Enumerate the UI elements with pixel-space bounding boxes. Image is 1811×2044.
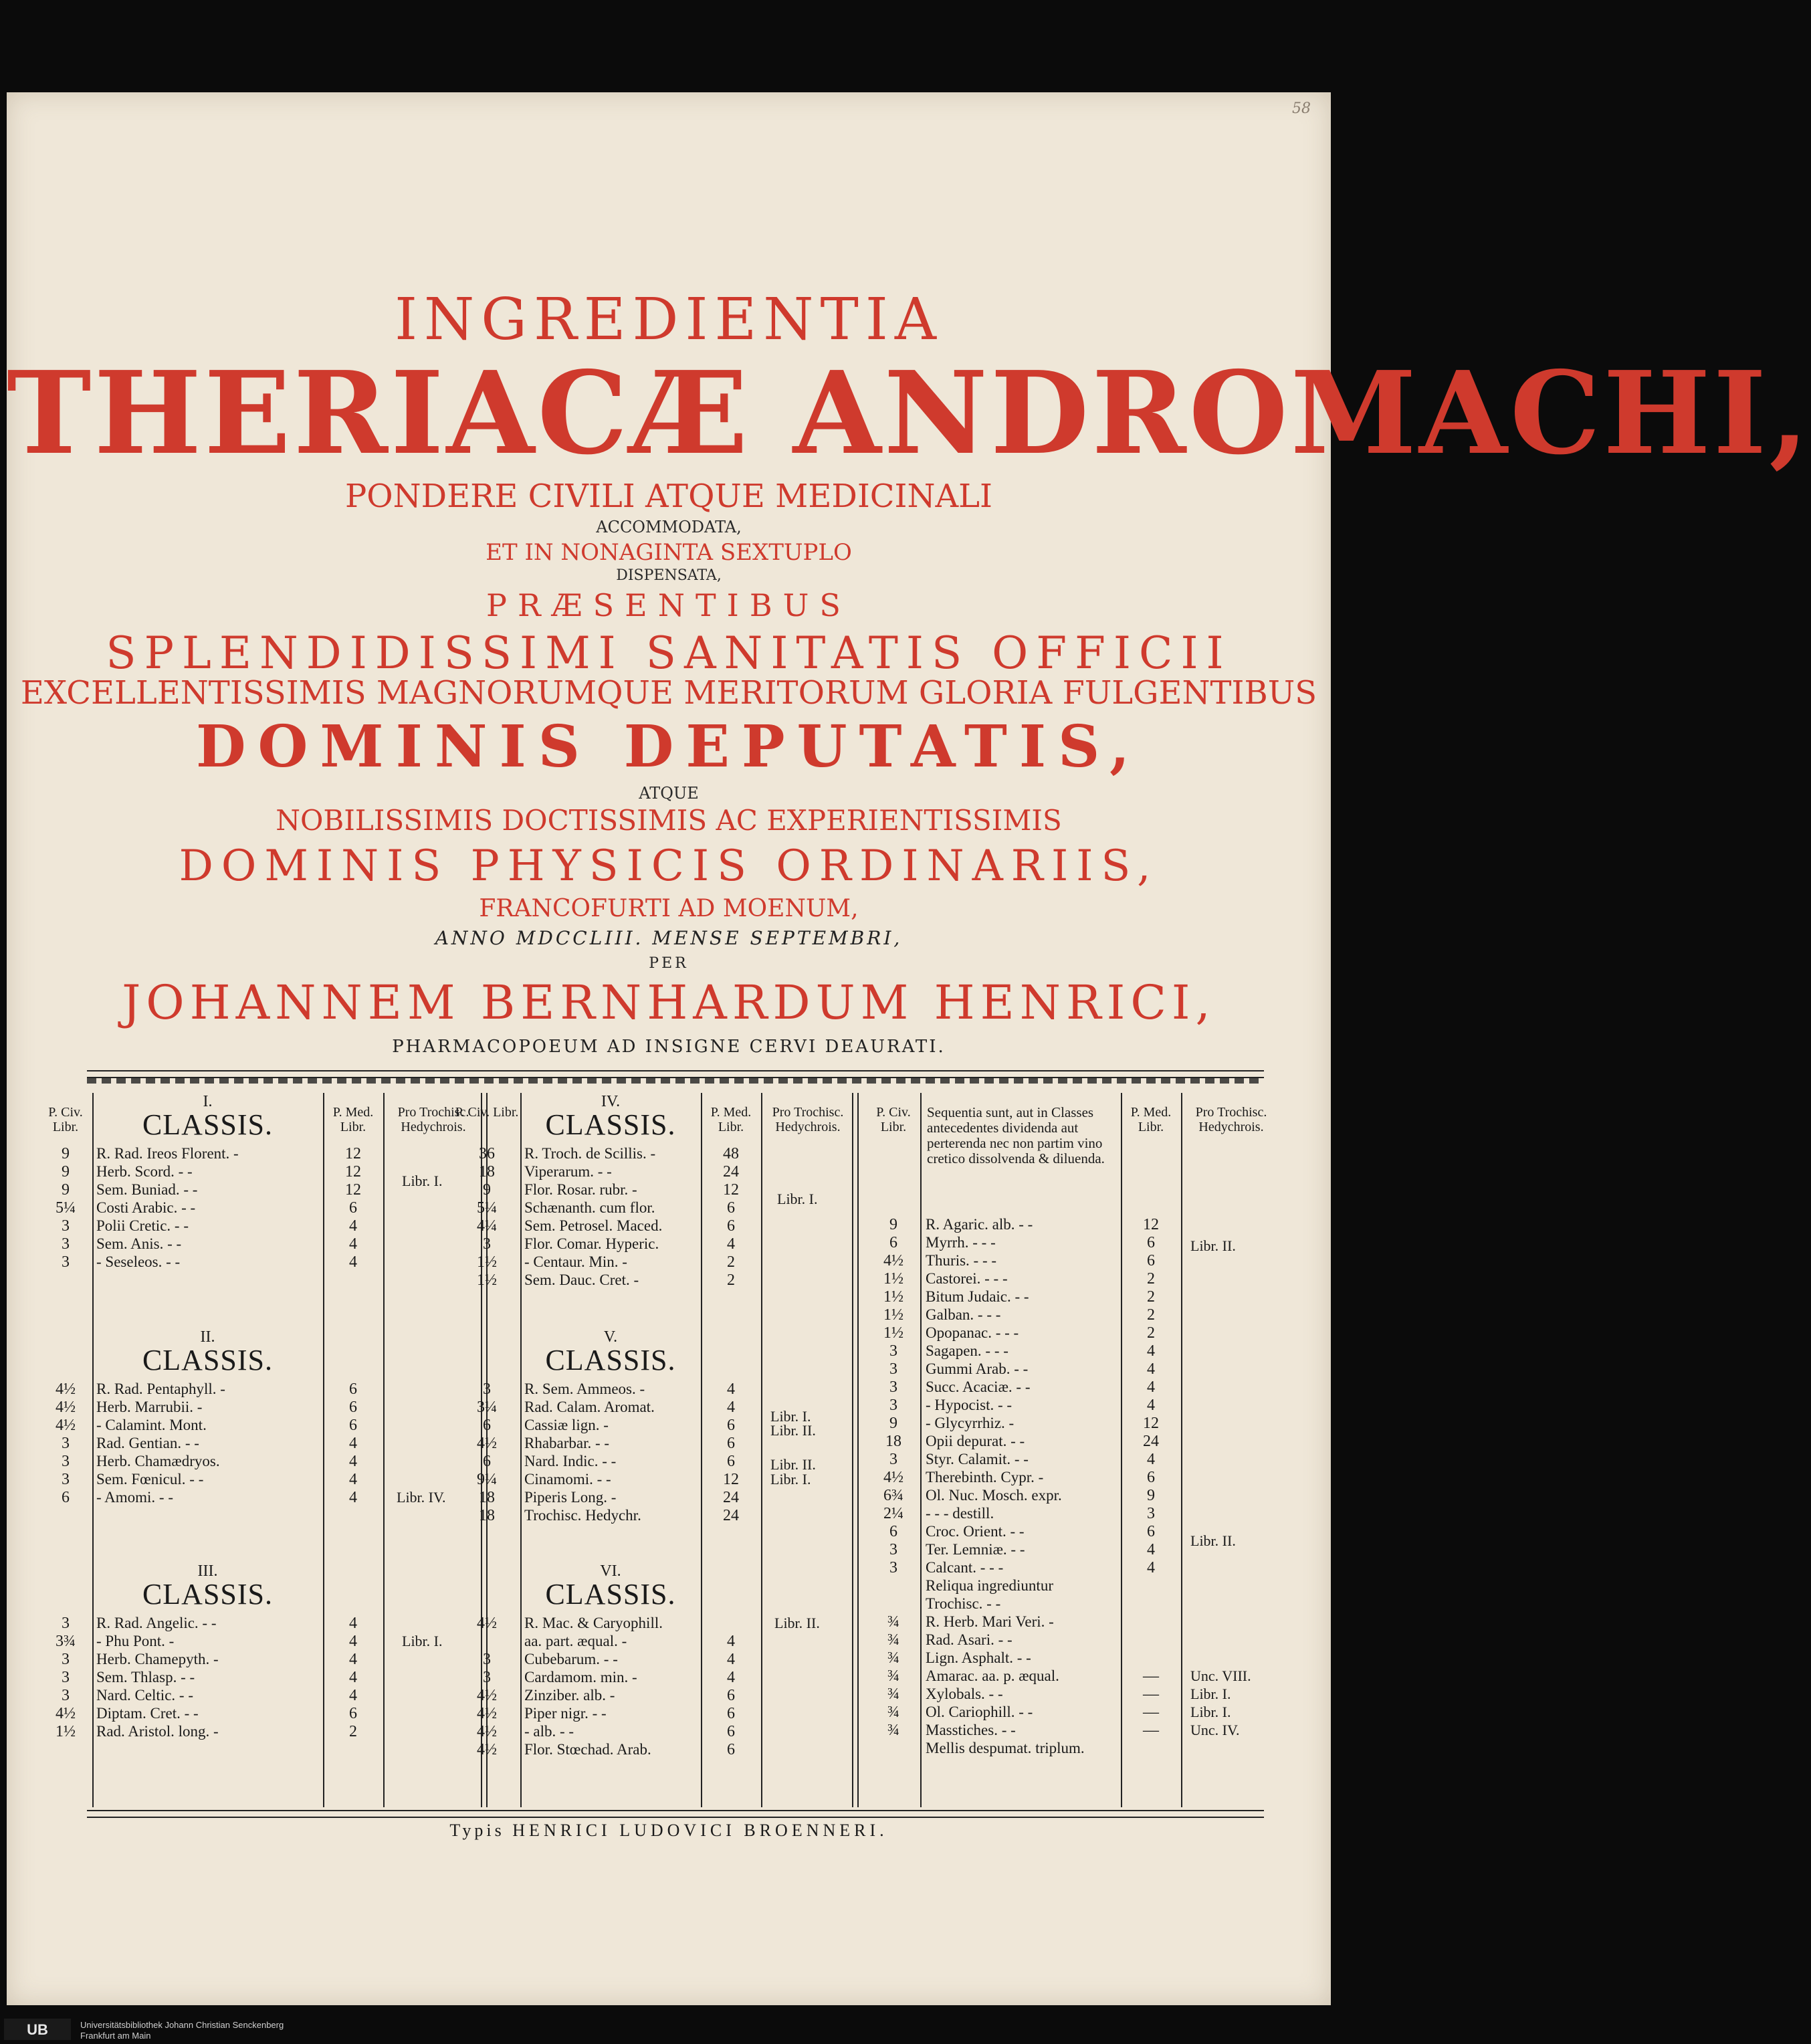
ingredient-med: 6	[349, 1199, 357, 1217]
seq-civ: ¾	[887, 1722, 899, 1739]
ingredient-civ: 18	[479, 1163, 495, 1181]
seq-civ: 3	[889, 1378, 897, 1396]
title-dispensata: DISPENSATA,	[616, 567, 722, 584]
ingredient-name: Rhabarbar. - -	[524, 1435, 610, 1451]
ingredient-civ: 4½	[477, 1435, 497, 1452]
ingredient-civ: 36	[479, 1145, 495, 1162]
ingredient-med: 6	[727, 1435, 735, 1452]
seq-med: 6	[1147, 1523, 1155, 1540]
title-theriacae: THERIACÆ ANDROMACHI,	[7, 346, 1811, 480]
seq-ingredient: R. Herb. Mari Veri. -	[926, 1613, 1054, 1630]
seq-med: 3	[1147, 1505, 1155, 1522]
header-sequentia: Sequentia sunt, aut in Classes antecedentes dividenda aut perterenda nec non partim vino cretico dissolvenda & diluenda.	[927, 1104, 1105, 1166]
seq-troch: Unc. VIII.	[1190, 1667, 1251, 1684]
ingredient-civ: 3	[483, 1235, 491, 1253]
seq-med: 4	[1147, 1342, 1155, 1360]
ingredient-med: 2	[349, 1723, 357, 1740]
ingredient-med: 6	[727, 1199, 735, 1217]
header-p-civ: P. Civ. Libr.	[876, 1105, 911, 1134]
troch-note: Libr. I.	[777, 1190, 818, 1207]
seq-ingredient: Xylobals. - -	[926, 1685, 1003, 1702]
ingredient-name: Nard. Celtic. - -	[96, 1687, 193, 1704]
library-line1: Universitätsbibliothek Johann Christian Senckenberg	[80, 2020, 284, 2030]
ingredient-med: 6	[349, 1705, 357, 1722]
library-credit	[80, 2020, 284, 2041]
ingredient-civ: 3	[62, 1669, 70, 1686]
ingredient-civ: 9	[62, 1181, 70, 1199]
col-rule	[1181, 1093, 1182, 1807]
seq-med: 2	[1147, 1270, 1155, 1288]
seq-med: 4	[1147, 1360, 1155, 1378]
ingredient-name: Flor. Stœchad. Arab.	[524, 1741, 651, 1758]
ingredient-med: 4	[727, 1651, 735, 1668]
seq-ingredient: Ol. Cariophill. - -	[926, 1704, 1033, 1720]
seq-civ: ¾	[887, 1649, 899, 1667]
ingredient-med: 4	[349, 1253, 357, 1271]
title-accommodata: ACCOMMODATA,	[596, 518, 742, 536]
ingredient-civ: 6	[483, 1417, 491, 1434]
troch-note: Libr. II.	[774, 1615, 820, 1631]
seq-ingredient: Styr. Calamit. - -	[926, 1451, 1029, 1467]
seq-med: 4	[1147, 1397, 1155, 1414]
ingredient-med: 4	[349, 1669, 357, 1686]
class-number: I.	[203, 1093, 213, 1110]
title-per: PER	[649, 955, 689, 972]
ingredient-name: Viperarum. - -	[524, 1163, 612, 1180]
seq-med: —	[1143, 1667, 1159, 1685]
ingredient-name: R. Rad. Angelic. - -	[96, 1615, 217, 1631]
seq-med: 2	[1147, 1324, 1155, 1342]
ingredient-civ: 5¼	[477, 1199, 497, 1217]
title-excellentissimis: EXCELLENTISSIMIS MAGNORUMQUE MERITORUM GLORIA FULGENTIBUS	[20, 674, 1317, 712]
ingredient-name: Zinziber. alb. -	[524, 1687, 615, 1704]
ingredient-name: Diptam. Cret. - -	[96, 1705, 199, 1722]
ingredient-name: - Centaur. Min. -	[524, 1253, 627, 1270]
troch-note: Libr. I.	[770, 1407, 811, 1425]
title-deputatis: DOMINIS DEPUTATIS,	[195, 713, 1142, 781]
ingredient-civ: 3	[62, 1217, 70, 1235]
title-johannem: JOHANNEM BERNHARDUM HENRICI,	[122, 975, 1216, 1030]
seq-med: 2	[1147, 1288, 1155, 1306]
seq-ingredient: Calcant. - - -	[926, 1559, 1004, 1576]
seq-civ: 1½	[883, 1270, 903, 1288]
ingredient-civ: 3	[62, 1651, 70, 1668]
ingredient-name: Sem. Buniad. - -	[96, 1181, 198, 1198]
footer-typis: Typis	[449, 1821, 505, 1840]
seq-ingredient: Mellis despumat. triplum.	[926, 1740, 1085, 1756]
ingredient-civ: 6	[62, 1489, 70, 1506]
ingredient-name: R. Mac. & Caryophill.	[524, 1615, 663, 1631]
seq-ingredient: Galban. - - -	[926, 1306, 1001, 1323]
seq-med: 12	[1143, 1415, 1159, 1432]
header-pro-trochisc: Pro Trochisc. Hedychrois.	[772, 1105, 844, 1134]
ingredient-med: 6	[727, 1453, 735, 1470]
ingredient-civ: 1½	[56, 1723, 76, 1740]
ingredient-med: 2	[727, 1253, 735, 1271]
title-splendidissimi: SPLENDIDISSIMI SANITATIS OFFICII	[106, 627, 1232, 679]
ingredient-name: Sem. Thlasp. - -	[96, 1669, 195, 1685]
ingredient-med: 6	[349, 1399, 357, 1416]
title-physicis: DOMINIS PHYSICIS ORDINARIIS,	[179, 841, 1159, 891]
ingredient-med: 4	[349, 1615, 357, 1632]
class-title: CLASSIS.	[142, 1578, 274, 1611]
title-nonaginta: ET IN NONAGINTA SEXTUPLO	[486, 539, 852, 566]
col-rule	[761, 1093, 762, 1807]
ingredient-civ: 4½	[56, 1381, 76, 1398]
seq-civ: 1½	[883, 1306, 903, 1324]
ingredient-name: Sem. Petrosel. Maced.	[524, 1217, 663, 1234]
seq-civ: ¾	[887, 1685, 899, 1703]
ingredient-med: 4	[349, 1435, 357, 1452]
seq-troch: Libr. II.	[1190, 1532, 1236, 1549]
ingredient-civ: 3	[62, 1453, 70, 1470]
ingredient-med: 4	[349, 1651, 357, 1668]
ingredient-civ: 18	[479, 1489, 495, 1506]
seq-civ: 2¼	[883, 1505, 903, 1522]
ingredient-name: Nard. Indic. - -	[524, 1453, 617, 1469]
ingredient-name: Cinamomi. - -	[524, 1471, 611, 1488]
class-title: CLASSIS.	[142, 1344, 274, 1376]
col-rule	[520, 1093, 522, 1807]
seq-med: 12	[1143, 1216, 1159, 1233]
ingredient-med: 24	[723, 1163, 739, 1181]
ingredient-med: 4	[349, 1235, 357, 1253]
ingredient-name: Sem. Anis. - -	[96, 1235, 182, 1252]
ingredient-name: Piper nigr. - -	[524, 1705, 607, 1722]
ingredient-civ: 9¼	[477, 1471, 497, 1488]
seq-med: 24	[1143, 1433, 1159, 1450]
col-rule	[920, 1093, 922, 1807]
ingredient-civ: 3	[62, 1615, 70, 1632]
header-p-med: P. Med. Libr.	[710, 1105, 752, 1134]
seq-civ: 4½	[883, 1469, 903, 1486]
ingredient-name: Flor. Rosar. rubr. -	[524, 1181, 637, 1198]
class-number: IV.	[601, 1093, 621, 1110]
seq-troch: Libr. I.	[1190, 1685, 1231, 1702]
ingredient-civ: 3¼	[477, 1399, 497, 1416]
seq-ingredient: - Hypocist. - -	[926, 1397, 1013, 1413]
seq-civ: 9	[889, 1216, 897, 1233]
seq-civ: 18	[885, 1433, 901, 1450]
seq-ingredient: Reliqua ingrediuntur	[926, 1577, 1053, 1594]
class-title: CLASSIS.	[142, 1108, 274, 1141]
ingredient-civ: 4½	[477, 1705, 497, 1722]
seq-ingredient: Croc. Orient. - -	[926, 1523, 1025, 1540]
col-rule	[92, 1093, 94, 1807]
ingredient-med: 12	[345, 1145, 361, 1162]
ingredient-name: Cubebarum. - -	[524, 1651, 618, 1667]
header-p-civ: P. Civ. Libr.	[48, 1105, 83, 1134]
ingredient-name: - alb. - -	[524, 1723, 574, 1740]
ingredients-table	[39, 1086, 1291, 1807]
seq-civ: 1½	[883, 1288, 903, 1306]
ingredient-name: Polii Cretic. - -	[96, 1217, 189, 1234]
ingredient-name: R. Sem. Ammeos. -	[524, 1381, 645, 1397]
ingredient-civ: 5¼	[56, 1199, 76, 1217]
header-p-med: P. Med. Libr.	[1130, 1105, 1172, 1134]
seq-civ: ¾	[887, 1631, 899, 1649]
ingredient-name: Cassiæ lign. -	[524, 1417, 609, 1433]
ingredient-med: 6	[727, 1705, 735, 1722]
manuscript-page-number: 58	[1292, 100, 1311, 117]
ingredient-med: 4	[349, 1633, 357, 1650]
ingredient-civ: 3	[62, 1471, 70, 1488]
seq-civ: 9	[889, 1415, 897, 1432]
ingredient-med: 4	[349, 1453, 357, 1470]
ingredient-civ: 4½	[56, 1399, 76, 1416]
title-nobilissimis: NOBILISSIMIS DOCTISSIMIS AC EXPERIENTISSIMIS	[276, 804, 1062, 837]
ingredient-name: Costi Arabic. - -	[96, 1199, 196, 1216]
ingredient-med: 4	[727, 1669, 735, 1686]
seq-ingredient: Ter. Lemniæ. - -	[926, 1541, 1025, 1558]
seq-civ: 4½	[883, 1252, 903, 1269]
document-sheet	[7, 92, 1811, 2005]
troch-note: Libr. I.	[770, 1471, 811, 1488]
ingredient-civ: 3	[62, 1253, 70, 1271]
troch-note: Libr. II.	[770, 1456, 816, 1473]
troch-note: Libr. I.	[402, 1172, 443, 1189]
ingredient-med: 6	[727, 1741, 735, 1758]
ingredient-med: 4	[349, 1471, 357, 1488]
seq-ingredient: Opopanac. - - -	[926, 1324, 1019, 1341]
title-pondere: PONDERE CIVILI ATQUE MEDICINALI	[345, 478, 992, 515]
ingredient-civ: 3	[483, 1669, 491, 1686]
ingredient-med: 4	[349, 1489, 357, 1506]
ingredient-civ: 9	[62, 1163, 70, 1181]
ingredient-name: Schænanth. cum flor.	[524, 1199, 655, 1216]
ingredient-name: - Phu Pont. -	[96, 1633, 175, 1649]
seq-ingredient: R. Agaric. alb. - -	[926, 1216, 1033, 1233]
ingredient-civ: 4¼	[477, 1217, 497, 1235]
ingredient-civ: 3	[483, 1381, 491, 1398]
bottom-rule	[87, 1810, 1264, 1818]
ingredient-med: 12	[345, 1181, 361, 1199]
seq-ingredient: Castorei. - - -	[926, 1270, 1008, 1287]
ingredient-civ: 3	[483, 1651, 491, 1668]
ingredient-med: 12	[345, 1163, 361, 1181]
ingredient-civ: 6	[483, 1453, 491, 1470]
seq-civ: 6	[889, 1234, 897, 1251]
ingredient-name: Rad. Gentian. - -	[96, 1435, 199, 1451]
seq-civ: ¾	[887, 1704, 899, 1721]
seq-med: 2	[1147, 1306, 1155, 1324]
class-title: CLASSIS.	[545, 1108, 676, 1141]
seq-troch: Unc. IV.	[1190, 1722, 1240, 1738]
ingredient-med: 6	[727, 1687, 735, 1704]
ingredient-med: 12	[723, 1471, 739, 1488]
ingredient-med: 4	[349, 1687, 357, 1704]
col-rule	[383, 1093, 385, 1807]
seq-med: 4	[1147, 1378, 1155, 1396]
troch-note: Libr. II.	[770, 1422, 816, 1439]
header-pro-trochisc: Pro Trochisc. Hedychrois.	[1195, 1105, 1267, 1134]
seq-civ: 3	[889, 1360, 897, 1378]
class-number: III.	[197, 1562, 218, 1580]
ingredient-med: 4	[727, 1381, 735, 1398]
seq-med: —	[1143, 1685, 1159, 1703]
ingredient-civ: 4½	[477, 1687, 497, 1704]
ingredient-name: Sem. Dauc. Cret. -	[524, 1271, 639, 1288]
ingredient-med: 4	[727, 1235, 735, 1253]
title-francofurti: FRANCOFURTI AD MOENUM,	[479, 895, 859, 922]
ingredient-name: - Amomi. - -	[96, 1489, 173, 1506]
class-number: V.	[603, 1328, 618, 1346]
seq-ingredient: Gummi Arab. - -	[926, 1360, 1029, 1377]
ingredient-civ: 3	[62, 1687, 70, 1704]
title-atque: ATQUE	[639, 784, 699, 803]
seq-ingredient: Trochisc. - -	[926, 1595, 1001, 1612]
ingredient-civ: 3	[62, 1435, 70, 1452]
ingredient-med: 12	[723, 1181, 739, 1199]
ingredient-civ: 1½	[477, 1253, 497, 1271]
ingredient-name: R. Rad. Pentaphyll. -	[96, 1381, 225, 1397]
ingredient-name: R. Rad. Ireos Florent. -	[96, 1145, 239, 1162]
header-p-civ: P. Civ. Libr.	[455, 1105, 519, 1120]
seq-ingredient: Rad. Asari. - -	[926, 1631, 1013, 1648]
ingredient-med: 24	[723, 1489, 739, 1506]
library-line2: Frankfurt am Main	[80, 2031, 151, 2041]
seq-civ: 6	[889, 1523, 897, 1540]
seq-ingredient: Thuris. - - -	[926, 1252, 997, 1269]
seq-ingredient: Bitum Judaic. - -	[926, 1288, 1029, 1305]
ingredient-med: 4	[349, 1217, 357, 1235]
seq-ingredient: Therebinth. Cypr. -	[926, 1469, 1044, 1486]
ingredient-med: 4	[727, 1399, 735, 1416]
ingredient-name: Rad. Aristol. long. -	[96, 1723, 219, 1740]
ub-logo	[4, 2019, 71, 2040]
ingredient-name: aa. part. æqual. -	[524, 1633, 627, 1649]
ingredient-civ: 3	[62, 1235, 70, 1253]
seq-civ: 3	[889, 1342, 897, 1360]
ingredient-name: - Calamint. Mont.	[96, 1417, 207, 1433]
ingredient-med: 6	[349, 1417, 357, 1434]
ingredient-civ: 4½	[56, 1417, 76, 1434]
seq-med: 4	[1147, 1559, 1155, 1576]
library-bar	[0, 2013, 1338, 2044]
seq-med: 4	[1147, 1541, 1155, 1558]
seq-med: 6	[1147, 1234, 1155, 1251]
ingredient-name: Herb. Marrubii. -	[96, 1399, 203, 1415]
seq-ingredient: Amarac. aa. p. æqual.	[926, 1667, 1059, 1684]
seq-ingredient: Lign. Asphalt. - -	[926, 1649, 1031, 1666]
footer-printer: HENRICI LUDOVICI BROENNERI.	[512, 1821, 888, 1840]
seq-ingredient: Sagapen. - - -	[926, 1342, 1008, 1359]
ingredient-name: R. Troch. de Scillis. -	[524, 1145, 656, 1162]
seq-med: 9	[1147, 1487, 1155, 1504]
class-title: CLASSIS.	[545, 1344, 676, 1376]
ingredient-name: Piperis Long. -	[524, 1489, 617, 1506]
class-title: CLASSIS.	[545, 1578, 676, 1611]
seq-civ: ¾	[887, 1667, 899, 1685]
panel-divider	[852, 1093, 859, 1807]
seq-med: 4	[1147, 1451, 1155, 1468]
header-pro-trochisc: Pro Trochisc. Hedychrois.	[397, 1105, 469, 1134]
seq-civ: 3	[889, 1559, 897, 1576]
ingredient-med: 24	[723, 1507, 739, 1524]
seq-med: 6	[1147, 1252, 1155, 1269]
ingredient-name: Herb. Chamepyth. -	[96, 1651, 219, 1667]
ingredient-civ: 4½	[477, 1723, 497, 1740]
troch-note: Libr. IV.	[397, 1489, 446, 1506]
ingredient-civ: 4½	[477, 1615, 497, 1632]
top-rule-ornament	[87, 1077, 1264, 1084]
ingredient-name: Sem. Fœnicul. - -	[96, 1471, 204, 1488]
class-number: II.	[200, 1328, 215, 1346]
ingredient-name: - Seseleos. - -	[96, 1253, 181, 1270]
seq-ingredient: Succ. Acaciæ. - -	[926, 1378, 1031, 1395]
title-pharmacopoeum: PHARMACOPOEUM AD INSIGNE CERVI DEAURATI.	[392, 1037, 946, 1057]
ingredient-med: 4	[727, 1633, 735, 1650]
seq-troch: Libr. I.	[1190, 1704, 1231, 1720]
ingredient-civ: 9	[62, 1145, 70, 1162]
troch-note: Libr. I.	[402, 1633, 443, 1649]
seq-ingredient: - - - destill.	[926, 1505, 994, 1522]
seq-civ: 3	[889, 1541, 897, 1558]
seq-ingredient: Opii depurat. - -	[926, 1433, 1025, 1449]
ingredient-civ: 3¾	[56, 1633, 76, 1650]
ingredient-name: Trochisc. Hedychr.	[524, 1507, 641, 1524]
ingredient-name: Cardamom. min. -	[524, 1669, 637, 1685]
ingredient-med: 6	[727, 1217, 735, 1235]
class-number: VI.	[600, 1562, 621, 1580]
seq-civ: 3	[889, 1397, 897, 1414]
seq-med: —	[1143, 1722, 1159, 1739]
ingredient-name: Herb. Chamædryos.	[96, 1453, 220, 1469]
seq-civ: ¾	[887, 1613, 899, 1631]
title-praesentibus: PRÆSENTIBUS	[486, 587, 851, 623]
seq-ingredient: - Glycyrrhiz. -	[926, 1415, 1015, 1431]
ingredient-civ: 9	[483, 1181, 491, 1199]
ingredient-med: 6	[727, 1417, 735, 1434]
ingredient-civ: 4½	[56, 1705, 76, 1722]
ingredient-name: Rad. Calam. Aromat.	[524, 1399, 655, 1415]
ingredient-civ: 18	[479, 1507, 495, 1524]
library-logo-text: UB	[27, 2021, 48, 2038]
seq-med: —	[1143, 1704, 1159, 1721]
ingredient-civ: 4½	[477, 1741, 497, 1758]
seq-troch: Libr. II.	[1190, 1237, 1236, 1255]
ingredient-name: Herb. Scord. - -	[96, 1163, 193, 1180]
ingredient-civ: 1½	[477, 1271, 497, 1289]
seq-ingredient: Ol. Nuc. Mosch. expr.	[926, 1487, 1062, 1504]
ingredient-med: 6	[349, 1381, 357, 1398]
seq-civ: 6¾	[883, 1487, 903, 1504]
printer-line	[7, 1821, 1331, 1841]
title-anno: ANNO MDCCLIII. MENSE SEPTEMBRI,	[435, 927, 903, 949]
seq-civ: 3	[889, 1451, 897, 1468]
seq-civ: 1½	[883, 1324, 903, 1342]
header-p-med: P. Med. Libr.	[332, 1105, 374, 1134]
ingredient-med: 2	[727, 1271, 735, 1289]
seq-ingredient: Masstiches. - -	[926, 1722, 1016, 1738]
title-ingredientia: INGREDIENTIA	[395, 286, 943, 353]
seq-ingredient: Myrrh. - - -	[926, 1234, 996, 1251]
ingredient-name: Flor. Comar. Hyperic.	[524, 1235, 659, 1252]
seq-med: 6	[1147, 1469, 1155, 1486]
ingredient-med: 6	[727, 1723, 735, 1740]
ingredient-med: 48	[723, 1145, 739, 1162]
